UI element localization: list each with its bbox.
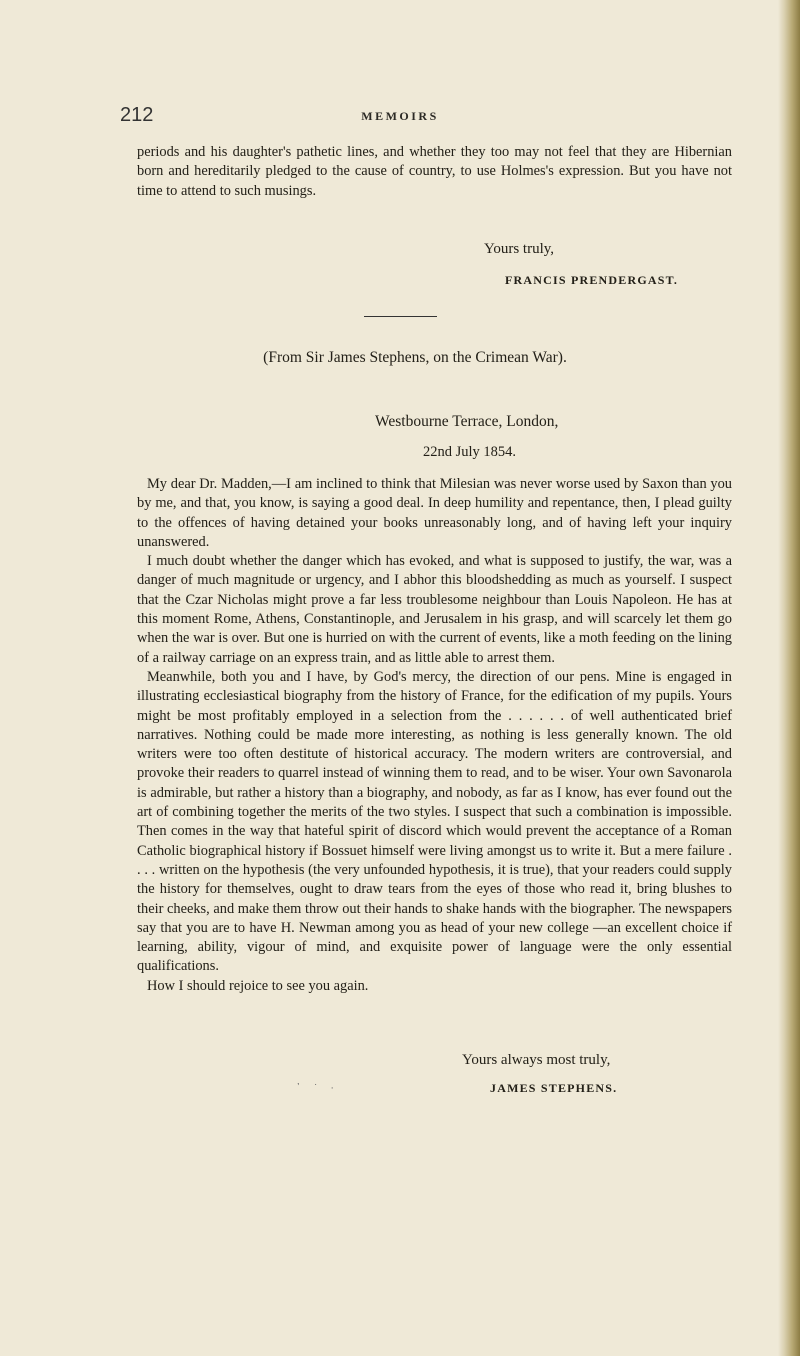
source-note: (From Sir James Stephens, on the Crimean War). — [263, 349, 567, 366]
letter2-signature: JAMES STEPHENS. — [490, 1081, 618, 1095]
ink-specks: ᾽ ˙ · — [296, 1084, 339, 1094]
letter2-address: Westbourne Terrace, London, — [375, 413, 559, 430]
letter2-paragraph: Meanwhile, both you and I have, by God's mercy, the direction of our pens. Mine is engaged in illustrating ecclesiastical biography from the history of France, for the edification of my pupils. Yours might be most profitably employed in a selection from the . . . . . . of well authenticated brief narratives. Nothing could be made more interesting, as nothing is less generally known. The old writers were too often destitute of historical accuracy. The modern writers are controversial, and provoke their readers to quarrel instead of winning them to read, and to be wiser. Your own Savonarola is admirable, but rather a history than a biography, and nobody, as far as I know, has ever found out the art of combining together the merits of the two styles. I suspect that such a combination is impossible. Then comes in the way that hateful spirit of discord which would prevent the acceptance of a Roman Catholic biographical history if Bossuet himself were living amongst us to write it. But a mere failure . . . . written on the hypothesis (the very unfounded hypothesis, it is true), that your readers could supply the history for themselves, ought to draw tears from the eyes of those who read it, bring blushes to their cheeks, and make them throw out their hands to shake hands with the biographer. The newspapers say that you are to have H. Newman among you as head of your new college —an excellent choice if learning, ability, vigour of mind, and exquisite power of language were the only essential qualifications. — [137, 668, 732, 975]
running-head: MEMOIRS — [361, 109, 439, 123]
letter1-signature: FRANCIS PRENDERGAST. — [505, 273, 679, 287]
page-number: 212 — [120, 104, 154, 126]
section-divider — [364, 316, 437, 317]
letter1-body — [137, 143, 732, 201]
letter2-closing: Yours always most truly, — [462, 1052, 611, 1068]
letter2-paragraph: My dear Dr. Madden,—I am inclined to think that Milesian was never worse used by Saxon than you by me, and that, you know, is saying a good deal. In deep humility and repentance, then, I plead guilty to the offences of having detained your books unreasonably long, and of having left your inquiry unanswered. — [137, 476, 732, 550]
letter2-paragraph: How I should rejoice to see you again. — [147, 977, 369, 994]
letter1-signoff — [0, 241, 800, 301]
letter2-signoff — [0, 1052, 800, 1112]
page-header — [0, 104, 800, 134]
page-spine-edge — [778, 0, 800, 1356]
letter2-body — [137, 475, 732, 996]
letter1-paragraph: periods and his daughter's pathetic lines, and whether they too may not feel that they are Hibernian born and hereditarily pledged to the cause of country, to use Holmes's expression. But you have not time to attend to such musings. — [137, 144, 732, 199]
letter2-date: 22nd July 1854. — [423, 444, 517, 460]
letter2-paragraph: I much doubt whether the danger which has evoked, and what is supposed to justify, the war, was a danger of much magnitude or urgency, and I abhor this bloodshedding as much as yourself. I suspect that the Czar Nicholas might prove a far less troublesome neighbour than Louis Napoleon. He has at this moment Rome, Athens, Constantinople, and Jerusalem in his grasp, and will scarcely let them go when the war is over. But one is hurried on with the current of events, like a moth feeding on the lining of a railway carriage on an express train, and as little able to arrest them. — [137, 553, 732, 666]
letter1-closing: Yours truly, — [484, 241, 555, 257]
